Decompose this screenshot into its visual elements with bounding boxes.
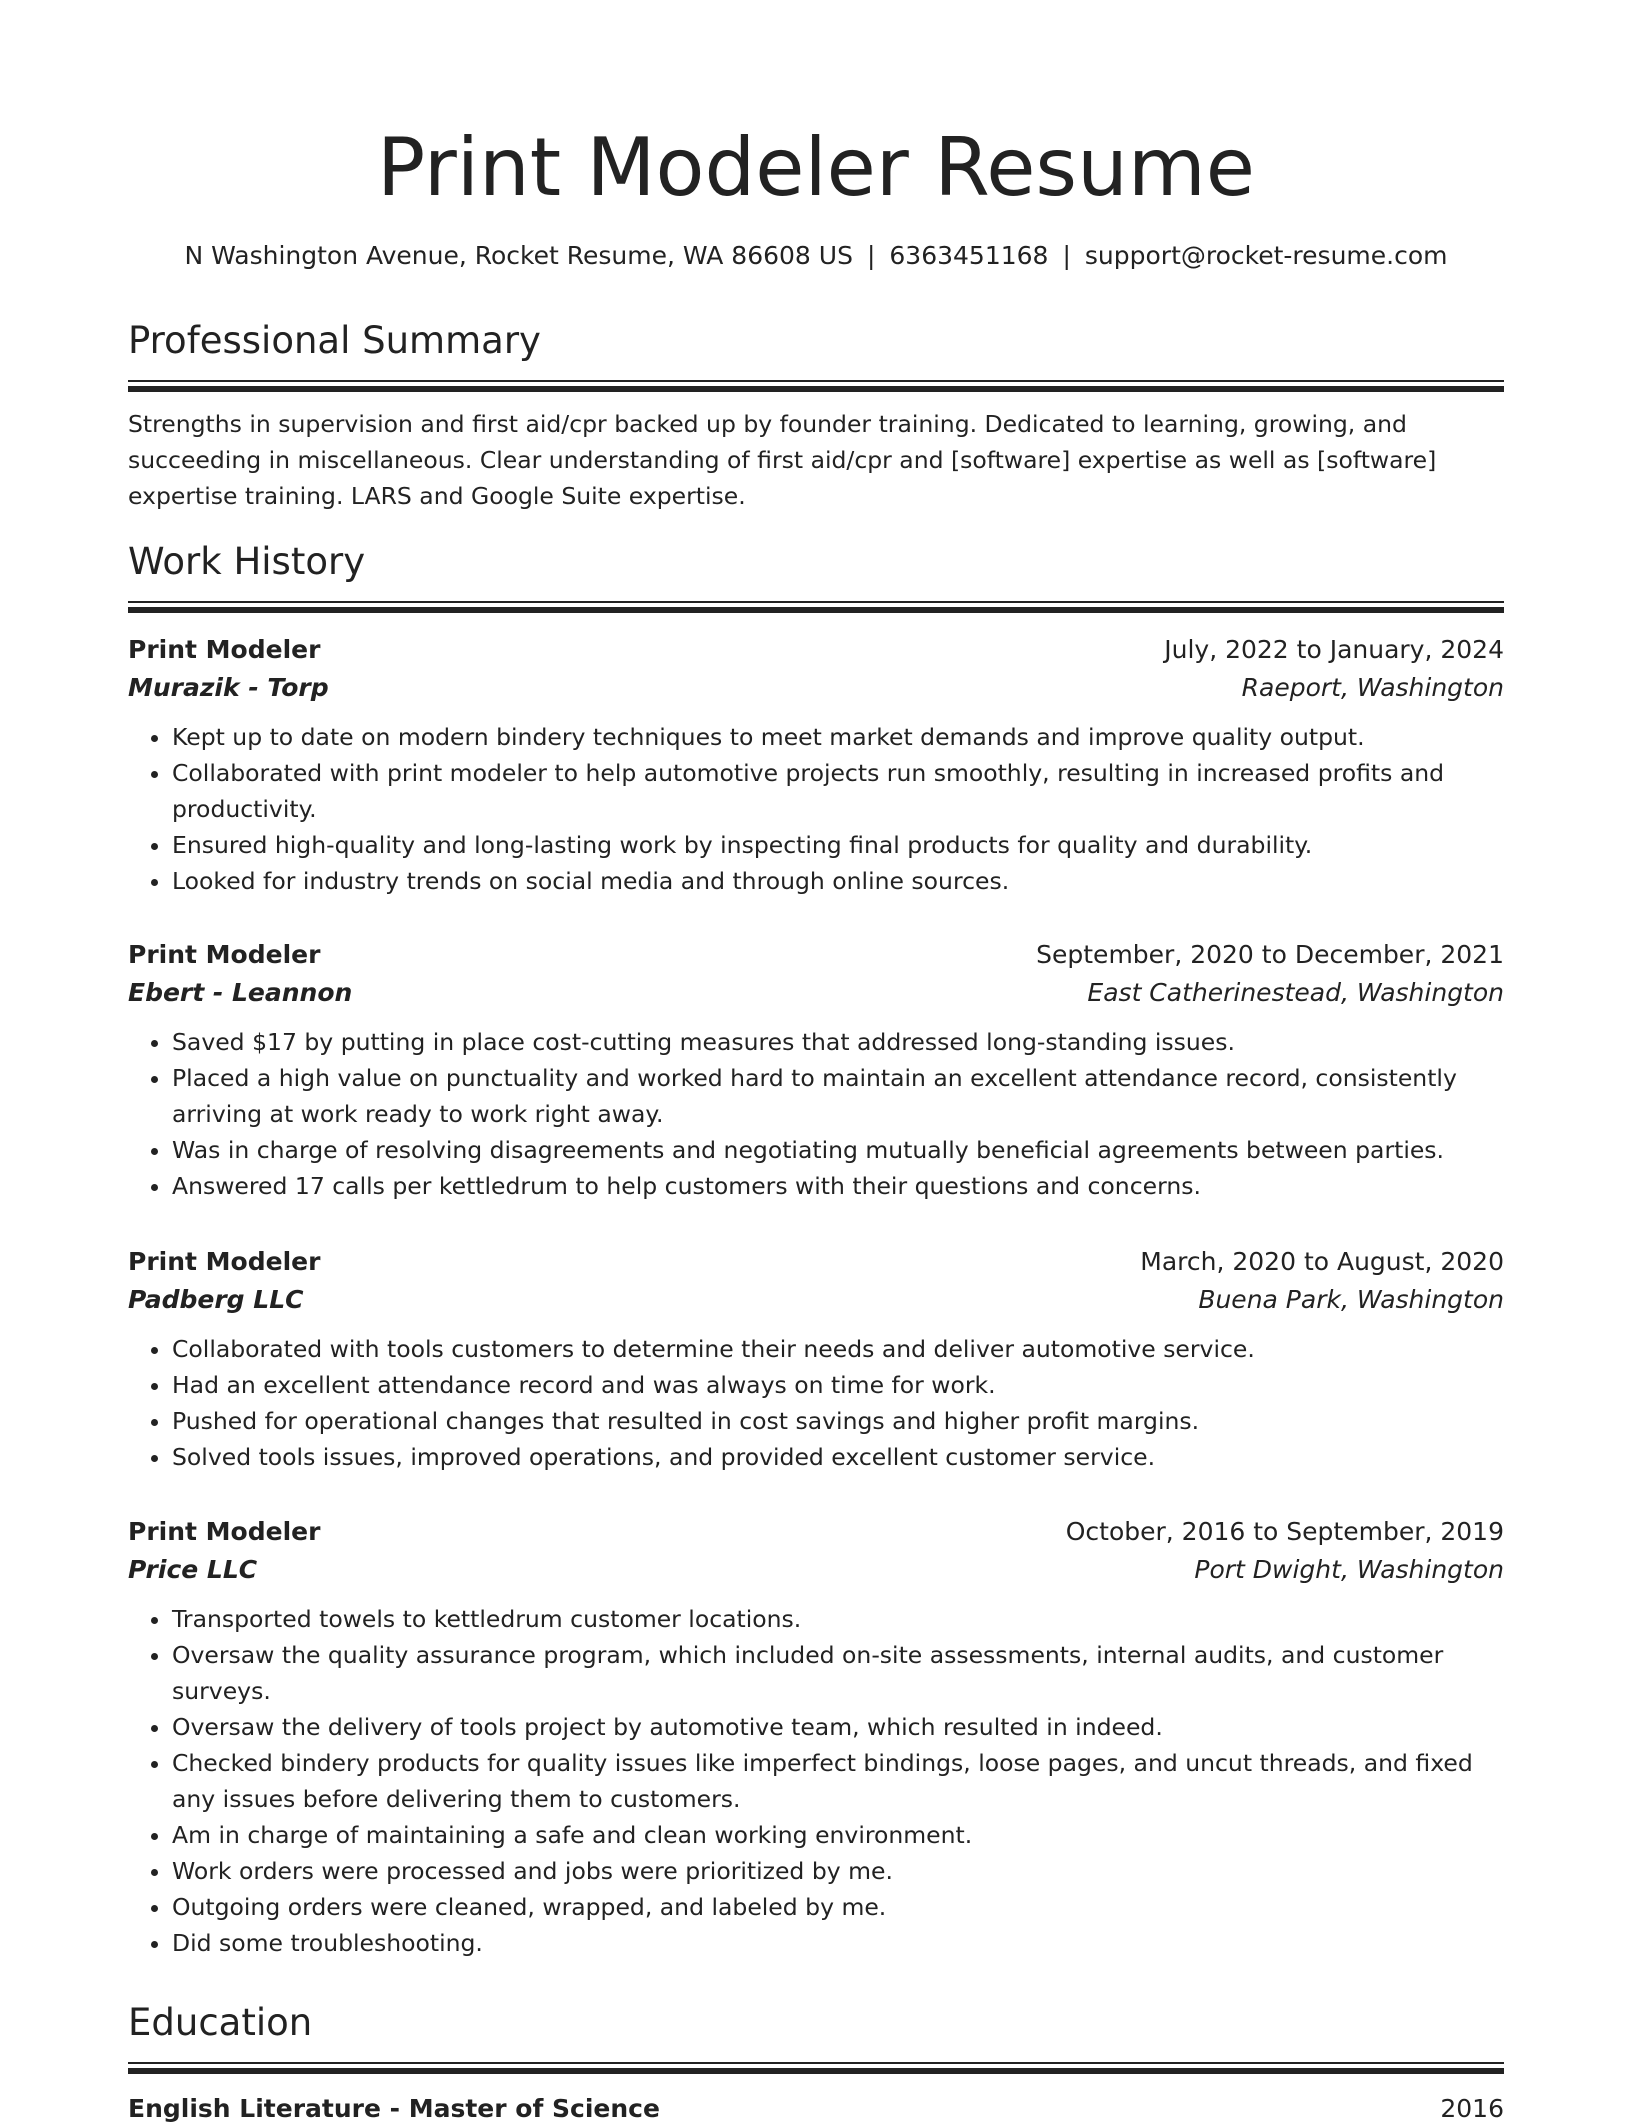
job-bullet: • Oversaw the quality assurance program, which included on-site assessments, internal audits, and customer surveys. xyxy=(172,1637,1504,1709)
job-title: Print Modeler xyxy=(128,1517,321,1546)
job-bullet: • Outgoing orders were cleaned, wrapped, and labeled by me. xyxy=(172,1889,1504,1925)
job-company: Padberg LLC xyxy=(128,1285,304,1314)
job-location: Port Dwight, Washington xyxy=(1194,1555,1504,1584)
job-bullet: • Pushed for operational changes that resulted in cost savings and higher profit margins. xyxy=(172,1403,1504,1439)
job-bullet: • Collaborated with tools customers to determine their needs and deliver automotive service. xyxy=(172,1331,1504,1367)
job-bullet: • Was in charge of resolving disagreements and negotiating mutually beneficial agreements between parties. xyxy=(172,1132,1504,1168)
resume-title: Print Modeler Resume xyxy=(377,121,1255,214)
job-location: East Catherinestead, Washington xyxy=(1087,978,1504,1007)
contact-separator: | xyxy=(866,241,876,270)
job-bullet: • Ensured high-quality and long-lasting work by inspecting final products for quality and durability. xyxy=(172,827,1504,863)
job-title: Print Modeler xyxy=(128,1247,321,1276)
job-dates: October, 2016 to September, 2019 xyxy=(1065,1517,1504,1546)
job-entry xyxy=(128,1513,1504,1961)
job-entry xyxy=(128,631,1504,899)
contact-email: support@rocket-resume.com xyxy=(1084,241,1448,270)
job-title: Print Modeler xyxy=(128,940,321,969)
job-bullet: • Answered 17 calls per kettledrum to help customers with their questions and concerns. xyxy=(172,1168,1504,1204)
job-bullet: • Oversaw the delivery of tools project by automotive team, which resulted in indeed. xyxy=(172,1709,1504,1745)
contact-separator: | xyxy=(1062,241,1071,270)
section-divider xyxy=(128,2062,1504,2074)
job-dates: July, 2022 to January, 2024 xyxy=(1164,635,1504,664)
job-bullet: • Placed a high value on punctuality and worked hard to maintain an excellent attendance record, consistently arriving at work ready to work right away. xyxy=(172,1060,1504,1132)
section-divider xyxy=(128,380,1504,392)
contact-line xyxy=(128,238,1504,274)
job-title: Print Modeler xyxy=(128,635,321,664)
job-location: Raeport, Washington xyxy=(1241,673,1504,702)
job-bullet: • Solved tools issues, improved operations, and provided excellent customer service. xyxy=(172,1439,1504,1475)
section-divider xyxy=(128,601,1504,613)
contact-address: N Washington Avenue, Rocket Resume, WA 86608 US xyxy=(184,241,853,270)
job-company: Price LLC xyxy=(128,1555,258,1584)
job-company: Murazik - Torp xyxy=(128,673,329,702)
summary-section xyxy=(128,316,1504,514)
job-entry xyxy=(128,936,1504,1204)
job-bullet: • Had an excellent attendance record and was always on time for work. xyxy=(172,1367,1504,1403)
job-bullet: • Collaborated with print modeler to help automotive projects run smoothly, resulting in increased profits and productivity. xyxy=(172,755,1504,827)
job-location: Buena Park, Washington xyxy=(1198,1285,1504,1314)
job-bullet: • Saved $17 by putting in place cost-cutting measures that addressed long-standing issues. xyxy=(172,1024,1504,1060)
education-entry xyxy=(128,2090,1504,2128)
section-title-summary: Professional Summary xyxy=(128,319,541,362)
contact-phone: 6363451168 xyxy=(889,241,1049,270)
education-year: 2016 xyxy=(1440,2094,1504,2123)
job-company: Ebert - Leannon xyxy=(128,978,353,1007)
job-dates: March, 2020 to August, 2020 xyxy=(1140,1247,1504,1276)
job-bullet: • Work orders were processed and jobs were prioritized by me. xyxy=(172,1853,1504,1889)
job-bullets xyxy=(128,1331,1504,1475)
job-bullet: • Kept up to date on modern bindery techniques to meet market demands and improve quality output. xyxy=(172,719,1504,755)
education-degree: English Literature - Master of Science xyxy=(128,2094,660,2123)
education-section xyxy=(128,1998,1504,2128)
job-bullet: • Transported towels to kettledrum customer locations. xyxy=(172,1601,1504,1637)
section-title-work-history: Work History xyxy=(128,540,366,583)
job-bullets xyxy=(128,719,1504,899)
job-bullets xyxy=(128,1601,1504,1961)
job-bullet: • Looked for industry trends on social media and through online sources. xyxy=(172,863,1504,899)
section-title-education: Education xyxy=(128,2001,313,2044)
job-bullets xyxy=(128,1024,1504,1204)
summary-text: Strengths in supervision and first aid/cpr backed up by founder training. Dedicated to learning, growing, and succeeding in miscellaneous. Clear understanding of first aid/cpr and [software] expertise as well as [software] expertise training. LARS and Google Suite expertise. xyxy=(128,410,1437,510)
resume-page xyxy=(128,0,1504,2123)
job-dates: September, 2020 to December, 2021 xyxy=(1036,940,1504,969)
job-bullet: • Am in charge of maintaining a safe and clean working environment. xyxy=(172,1817,1504,1853)
work-history-section xyxy=(128,537,1504,613)
job-bullet: • Did some troubleshooting. xyxy=(172,1925,1504,1961)
job-entry xyxy=(128,1243,1504,1475)
job-bullet: • Checked bindery products for quality issues like imperfect bindings, loose pages, and uncut threads, and fixed any issues before delivering them to customers. xyxy=(172,1745,1504,1817)
